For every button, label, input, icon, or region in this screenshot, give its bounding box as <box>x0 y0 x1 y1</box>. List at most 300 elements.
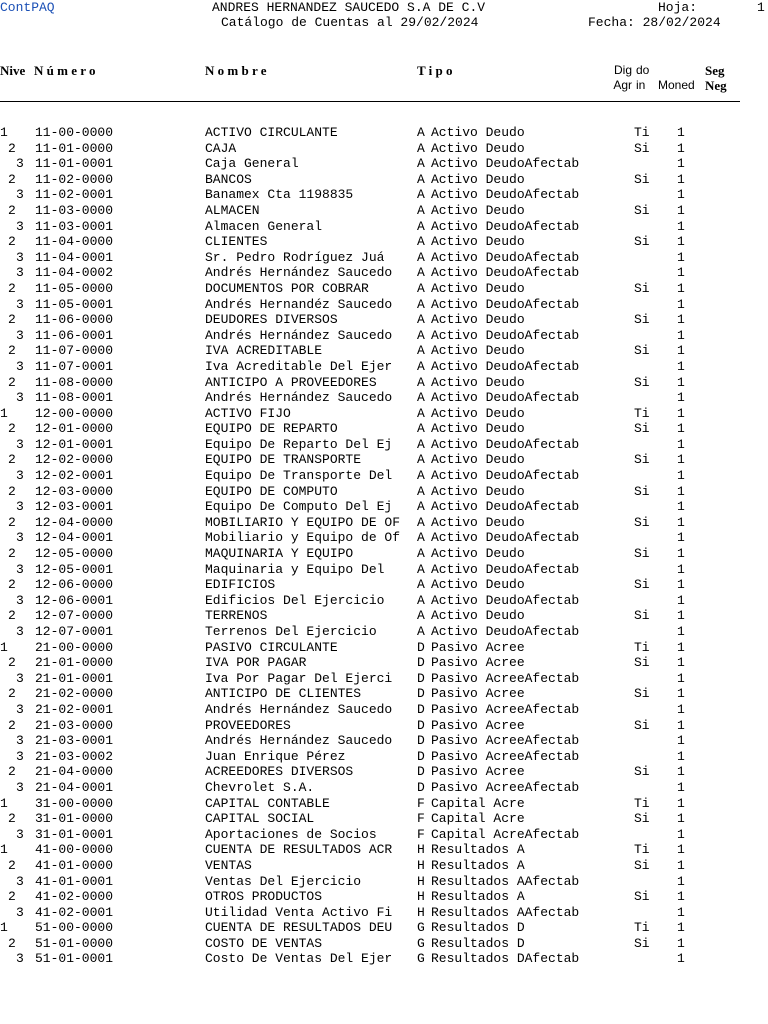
account-level: 2 <box>8 608 16 624</box>
account-type-code: A <box>417 280 425 296</box>
account-level: 2 <box>8 577 16 593</box>
account-level: 3 <box>16 358 24 374</box>
account-name: Iva Acreditable Del Ejer <box>205 358 393 374</box>
account-type-description: Pasivo AcreeAfectab <box>431 733 580 749</box>
account-type-description: Pasivo AcreeAfectab <box>431 701 580 717</box>
col-header-tipo: T i p o <box>417 63 453 78</box>
account-number: 11-05-0000 <box>35 280 114 296</box>
account-name: IVA ACREDITABLE <box>205 343 323 359</box>
account-name: IVA POR PAGAR <box>205 655 307 671</box>
table-row <box>0 421 768 437</box>
account-currency: 1 <box>677 514 685 530</box>
account-level: 3 <box>16 156 24 172</box>
account-type-code: D <box>417 717 425 733</box>
table-row <box>0 468 768 484</box>
account-type-code: H <box>417 889 425 905</box>
table-row <box>0 390 768 406</box>
account-type-description: Activo Deudo <box>431 452 525 468</box>
account-currency: 1 <box>677 951 685 967</box>
account-level: 2 <box>8 514 16 530</box>
account-type-description: Activo DeudoAfectab <box>431 358 580 374</box>
table-row <box>0 156 768 172</box>
account-type-code: H <box>417 857 425 873</box>
account-type-description: Activo Deudo <box>431 577 525 593</box>
account-name: Andrés Hernández Saucedo <box>205 390 393 406</box>
table-row <box>0 343 768 359</box>
account-number: 51-00-0000 <box>35 920 114 936</box>
account-type-code: D <box>417 686 425 702</box>
table-row <box>0 406 768 422</box>
account-type-description: Pasivo Acree <box>431 686 525 702</box>
account-digit: Si <box>634 171 650 187</box>
account-currency: 1 <box>677 546 685 562</box>
account-name: ANTICIPO DE CLIENTES <box>205 686 362 702</box>
account-type-code: D <box>417 655 425 671</box>
account-name: Andrés Hernández Saucedo <box>205 701 393 717</box>
account-digit: Ti <box>634 842 650 858</box>
account-level: 3 <box>16 826 24 842</box>
account-currency: 1 <box>677 842 685 858</box>
table-row <box>0 265 768 281</box>
account-currency: 1 <box>677 296 685 312</box>
account-type-code: A <box>417 343 425 359</box>
table-row <box>0 827 768 843</box>
account-name: Sr. Pedro Rodríguez Juá <box>205 249 385 265</box>
account-digit: Si <box>634 686 650 702</box>
account-currency: 1 <box>677 655 685 671</box>
account-level: 1 <box>0 842 8 858</box>
account-name: Utilidad Venta Activo Fi <box>205 904 393 920</box>
account-type-description: Resultados A <box>431 842 525 858</box>
account-number: 51-01-0001 <box>35 951 114 967</box>
account-currency: 1 <box>677 670 685 686</box>
page-label: Hoja: <box>658 0 698 15</box>
account-number: 11-08-0000 <box>35 374 114 390</box>
account-level: 1 <box>0 125 8 140</box>
account-currency: 1 <box>677 608 685 624</box>
account-digit: Si <box>634 608 650 624</box>
table-row <box>0 172 768 188</box>
account-currency: 1 <box>677 125 685 140</box>
account-digit: Si <box>634 234 650 250</box>
account-type-description: Activo DeudoAfectab <box>431 187 580 203</box>
header-divider <box>0 101 740 102</box>
account-name: MOBILIARIO Y EQUIPO DE OF <box>205 514 401 530</box>
account-type-description: Resultados D <box>431 935 525 951</box>
table-row <box>0 764 768 780</box>
account-level: 3 <box>16 779 24 795</box>
account-number: 12-02-0000 <box>35 452 114 468</box>
table-row <box>0 936 768 952</box>
account-name: Maquinaria y Equipo Del <box>205 561 385 577</box>
table-row <box>0 359 768 375</box>
account-number: 21-01-0000 <box>35 655 114 671</box>
account-name: Juan Enrique Pérez <box>205 748 346 764</box>
account-currency: 1 <box>677 327 685 343</box>
account-type-description: Activo Deudo <box>431 421 525 437</box>
account-type-description: Activo Deudo <box>431 280 525 296</box>
account-name: CAPITAL SOCIAL <box>205 811 315 827</box>
account-name: Terrenos Del Ejercicio <box>205 624 377 639</box>
account-digit: Ti <box>634 405 650 421</box>
account-type-code: D <box>417 779 425 795</box>
account-type-code: F <box>417 795 425 811</box>
col-header-moneda: Moned <box>658 78 695 92</box>
account-number: 11-00-0000 <box>35 125 114 140</box>
account-level: 2 <box>8 889 16 905</box>
account-name: Aportaciones de Socios <box>205 826 377 842</box>
account-level: 3 <box>16 951 24 967</box>
table-row <box>0 281 768 297</box>
account-type-code: D <box>417 748 425 764</box>
account-currency: 1 <box>677 639 685 655</box>
table-row <box>0 858 768 874</box>
table-row <box>0 796 768 812</box>
account-number: 11-03-0001 <box>35 218 114 234</box>
account-type-code: D <box>417 639 425 655</box>
account-type-description: Activo DeudoAfectab <box>431 327 580 343</box>
account-type-description: Activo Deudo <box>431 514 525 530</box>
account-level: 2 <box>8 483 16 499</box>
account-digit: Si <box>634 546 650 562</box>
account-type-code: A <box>417 530 425 546</box>
col-header-nivel: Nive <box>0 63 26 78</box>
account-name: EQUIPO DE REPARTO <box>205 421 338 437</box>
account-name: PASIVO CIRCULANTE <box>205 639 338 655</box>
table-row <box>0 718 768 734</box>
account-type-description: Resultados A <box>431 889 525 905</box>
account-number: 11-01-0001 <box>35 156 114 172</box>
account-level: 3 <box>16 561 24 577</box>
account-level: 2 <box>8 374 16 390</box>
account-number: 12-06-0000 <box>35 577 114 593</box>
account-name: Iva Por Pagar Del Ejerci <box>205 670 393 686</box>
account-currency: 1 <box>677 811 685 827</box>
table-row <box>0 905 768 921</box>
table-row <box>0 951 768 967</box>
account-number: 41-01-0001 <box>35 873 114 889</box>
account-number: 41-01-0000 <box>35 857 114 873</box>
account-type-description: Activo DeudoAfectab <box>431 156 580 172</box>
account-level: 2 <box>8 421 16 437</box>
account-digit: Ti <box>634 795 650 811</box>
account-type-code: G <box>417 935 425 951</box>
table-row <box>0 437 768 453</box>
account-number: 12-07-0000 <box>35 608 114 624</box>
account-digit: Si <box>634 514 650 530</box>
account-currency: 1 <box>677 733 685 749</box>
table-row <box>0 125 768 141</box>
account-digit: Si <box>634 343 650 359</box>
account-digit: Si <box>634 935 650 951</box>
account-type-description: Pasivo Acree <box>431 639 525 655</box>
account-currency: 1 <box>677 889 685 905</box>
account-digit: Si <box>634 577 650 593</box>
account-type-code: A <box>417 358 425 374</box>
account-name: Mobiliario y Equipo de Of <box>205 530 401 546</box>
account-currency: 1 <box>677 202 685 218</box>
account-level: 3 <box>16 670 24 686</box>
app-name: ContPAQ <box>0 0 55 15</box>
account-number: 11-01-0000 <box>35 140 114 156</box>
table-row <box>0 328 768 344</box>
account-level: 2 <box>8 312 16 328</box>
account-level: 2 <box>8 935 16 951</box>
table-row <box>0 842 768 858</box>
account-type-description: Resultados A <box>431 857 525 873</box>
account-name: COSTO DE VENTAS <box>205 935 323 951</box>
account-type-code: A <box>417 296 425 312</box>
account-currency: 1 <box>677 187 685 203</box>
account-level: 2 <box>8 686 16 702</box>
account-number: 12-07-0001 <box>35 624 114 639</box>
account-number: 12-05-0001 <box>35 561 114 577</box>
account-currency: 1 <box>677 779 685 795</box>
table-row <box>0 780 768 796</box>
account-level: 3 <box>16 733 24 749</box>
account-currency: 1 <box>677 452 685 468</box>
account-type-description: Capital AcreAfectab <box>431 826 580 842</box>
account-level: 2 <box>8 234 16 250</box>
account-level: 2 <box>8 452 16 468</box>
col-header-codigo-bottom: in <box>636 78 646 92</box>
account-name: ACTIVO FIJO <box>205 405 291 421</box>
account-digit: Si <box>634 452 650 468</box>
account-number: 21-03-0000 <box>35 717 114 733</box>
account-type-description: Activo Deudo <box>431 125 525 140</box>
account-type-code: H <box>417 904 425 920</box>
account-level: 3 <box>16 624 24 639</box>
account-currency: 1 <box>677 405 685 421</box>
account-level: 3 <box>16 249 24 265</box>
account-level: 1 <box>0 795 8 811</box>
account-type-code: A <box>417 499 425 515</box>
account-currency: 1 <box>677 265 685 281</box>
account-name: Equipo De Transporte Del <box>205 468 393 484</box>
account-type-description: Resultados AAfectab <box>431 904 580 920</box>
account-digit: Si <box>634 764 650 780</box>
account-type-description: Pasivo Acree <box>431 764 525 780</box>
table-row <box>0 655 768 671</box>
account-currency: 1 <box>677 171 685 187</box>
account-type-code: G <box>417 920 425 936</box>
account-type-code: A <box>417 156 425 172</box>
account-name: ALMACEN <box>205 202 260 218</box>
account-currency: 1 <box>677 592 685 608</box>
account-type-code: A <box>417 436 425 452</box>
table-row <box>0 297 768 313</box>
account-number: 21-04-0001 <box>35 779 114 795</box>
account-type-code: A <box>417 312 425 328</box>
table-row <box>0 312 768 328</box>
account-type-description: Activo Deudo <box>431 171 525 187</box>
table-row <box>0 375 768 391</box>
account-level: 2 <box>8 343 16 359</box>
account-digit: Si <box>634 889 650 905</box>
account-number: 12-00-0000 <box>35 405 114 421</box>
account-type-code: A <box>417 218 425 234</box>
account-number: 12-03-0000 <box>35 483 114 499</box>
account-digit: Ti <box>634 639 650 655</box>
account-type-code: A <box>417 125 425 140</box>
account-currency: 1 <box>677 764 685 780</box>
account-name: Almacen General <box>205 218 323 234</box>
account-name: Chevrolet S.A. <box>205 779 315 795</box>
account-digit: Si <box>634 140 650 156</box>
account-number: 41-00-0000 <box>35 842 114 858</box>
account-number: 12-01-0000 <box>35 421 114 437</box>
account-currency: 1 <box>677 577 685 593</box>
account-type-code: D <box>417 670 425 686</box>
account-type-code: H <box>417 842 425 858</box>
account-currency: 1 <box>677 826 685 842</box>
account-currency: 1 <box>677 717 685 733</box>
account-currency: 1 <box>677 343 685 359</box>
account-level: 3 <box>16 592 24 608</box>
account-type-description: Resultados DAfectab <box>431 951 580 967</box>
account-currency: 1 <box>677 624 685 639</box>
account-type-description: Capital Acre <box>431 795 525 811</box>
account-number: 12-02-0001 <box>35 468 114 484</box>
account-type-code: A <box>417 483 425 499</box>
account-type-code: A <box>417 452 425 468</box>
account-number: 12-01-0001 <box>35 436 114 452</box>
account-type-description: Activo Deudo <box>431 202 525 218</box>
account-level: 2 <box>8 140 16 156</box>
account-type-code: A <box>417 265 425 281</box>
account-name: MAQUINARIA Y EQUIPO <box>205 546 354 562</box>
account-digit: Si <box>634 312 650 328</box>
account-number: 11-02-0001 <box>35 187 114 203</box>
account-number: 21-02-0001 <box>35 701 114 717</box>
catalog-title: Catálogo de Cuentas al 29/02/2024 <box>221 15 479 30</box>
account-currency: 1 <box>677 390 685 406</box>
table-row <box>0 499 768 515</box>
account-number: 11-04-0000 <box>35 234 114 250</box>
account-name: EDIFICIOS <box>205 577 276 593</box>
account-name: Edificios Del Ejercicio <box>205 592 385 608</box>
table-row <box>0 686 768 702</box>
account-level: 3 <box>16 499 24 515</box>
account-type-code: A <box>417 140 425 156</box>
account-name: CAJA <box>205 140 237 156</box>
account-digit: Ti <box>634 920 650 936</box>
account-type-code: F <box>417 811 425 827</box>
account-name: EQUIPO DE COMPUTO <box>205 483 338 499</box>
account-currency: 1 <box>677 795 685 811</box>
account-type-description: Activo DeudoAfectab <box>431 561 580 577</box>
table-row <box>0 187 768 203</box>
account-digit: Si <box>634 857 650 873</box>
account-type-code: A <box>417 592 425 608</box>
account-level: 2 <box>8 202 16 218</box>
account-name: ACREEDORES DIVERSOS <box>205 764 354 780</box>
table-row <box>0 562 768 578</box>
account-currency: 1 <box>677 234 685 250</box>
table-row <box>0 733 768 749</box>
account-type-code: F <box>417 826 425 842</box>
account-number: 11-08-0001 <box>35 390 114 406</box>
account-type-description: Activo Deudo <box>431 140 525 156</box>
account-number: 11-04-0002 <box>35 265 114 281</box>
account-level: 2 <box>8 546 16 562</box>
account-type-description: Activo DeudoAfectab <box>431 499 580 515</box>
table-row <box>0 889 768 905</box>
account-currency: 1 <box>677 686 685 702</box>
account-level: 3 <box>16 530 24 546</box>
account-type-description: Pasivo AcreeAfectab <box>431 779 580 795</box>
account-type-description: Activo DeudoAfectab <box>431 390 580 406</box>
account-level: 3 <box>16 701 24 717</box>
account-currency: 1 <box>677 530 685 546</box>
account-number: 21-03-0002 <box>35 748 114 764</box>
account-currency: 1 <box>677 904 685 920</box>
account-digit: Si <box>634 483 650 499</box>
account-type-code: A <box>417 514 425 530</box>
table-row <box>0 546 768 562</box>
account-number: 41-02-0000 <box>35 889 114 905</box>
account-digit: Si <box>634 655 650 671</box>
account-type-code: A <box>417 390 425 406</box>
account-name: Ventas Del Ejercicio <box>205 873 362 889</box>
page-number: 1 <box>757 0 765 15</box>
account-number: 12-04-0001 <box>35 530 114 546</box>
account-level: 3 <box>16 873 24 889</box>
account-level: 3 <box>16 904 24 920</box>
account-type-code: A <box>417 561 425 577</box>
account-currency: 1 <box>677 748 685 764</box>
account-type-code: D <box>417 764 425 780</box>
account-level: 3 <box>16 748 24 764</box>
account-currency: 1 <box>677 468 685 484</box>
account-currency: 1 <box>677 561 685 577</box>
account-type-description: Pasivo AcreeAfectab <box>431 748 580 764</box>
account-type-description: Activo DeudoAfectab <box>431 218 580 234</box>
account-currency: 1 <box>677 920 685 936</box>
account-currency: 1 <box>677 358 685 374</box>
report-date: Fecha: 28/02/2024 <box>588 15 721 30</box>
account-name: ACTIVO CIRCULANTE <box>205 125 338 140</box>
table-row <box>0 608 768 624</box>
account-type-code: A <box>417 624 425 639</box>
account-type-description: Activo Deudo <box>431 343 525 359</box>
account-name: DOCUMENTOS POR COBRAR <box>205 280 369 296</box>
account-currency: 1 <box>677 218 685 234</box>
table-row <box>0 593 768 609</box>
account-name: Andrés Hernández Saucedo <box>205 327 393 343</box>
table-row <box>0 530 768 546</box>
account-number: 11-07-0000 <box>35 343 114 359</box>
account-level: 3 <box>16 327 24 343</box>
table-row <box>0 577 768 593</box>
account-type-description: Activo DeudoAfectab <box>431 436 580 452</box>
company-name: ANDRES HERNANDEZ SAUCEDO S.A DE C.V <box>212 0 486 15</box>
account-currency: 1 <box>677 499 685 515</box>
account-digit: Si <box>634 374 650 390</box>
account-type-description: Activo DeudoAfectab <box>431 265 580 281</box>
account-type-code: A <box>417 171 425 187</box>
account-number: 11-07-0001 <box>35 358 114 374</box>
account-number: 21-01-0001 <box>35 670 114 686</box>
account-number: 12-04-0000 <box>35 514 114 530</box>
account-name: OTROS PRODUCTOS <box>205 889 323 905</box>
account-level: 1 <box>0 920 8 936</box>
account-currency: 1 <box>677 280 685 296</box>
account-level: 2 <box>8 717 16 733</box>
account-type-code: A <box>417 234 425 250</box>
account-level: 3 <box>16 390 24 406</box>
account-type-code: A <box>417 421 425 437</box>
